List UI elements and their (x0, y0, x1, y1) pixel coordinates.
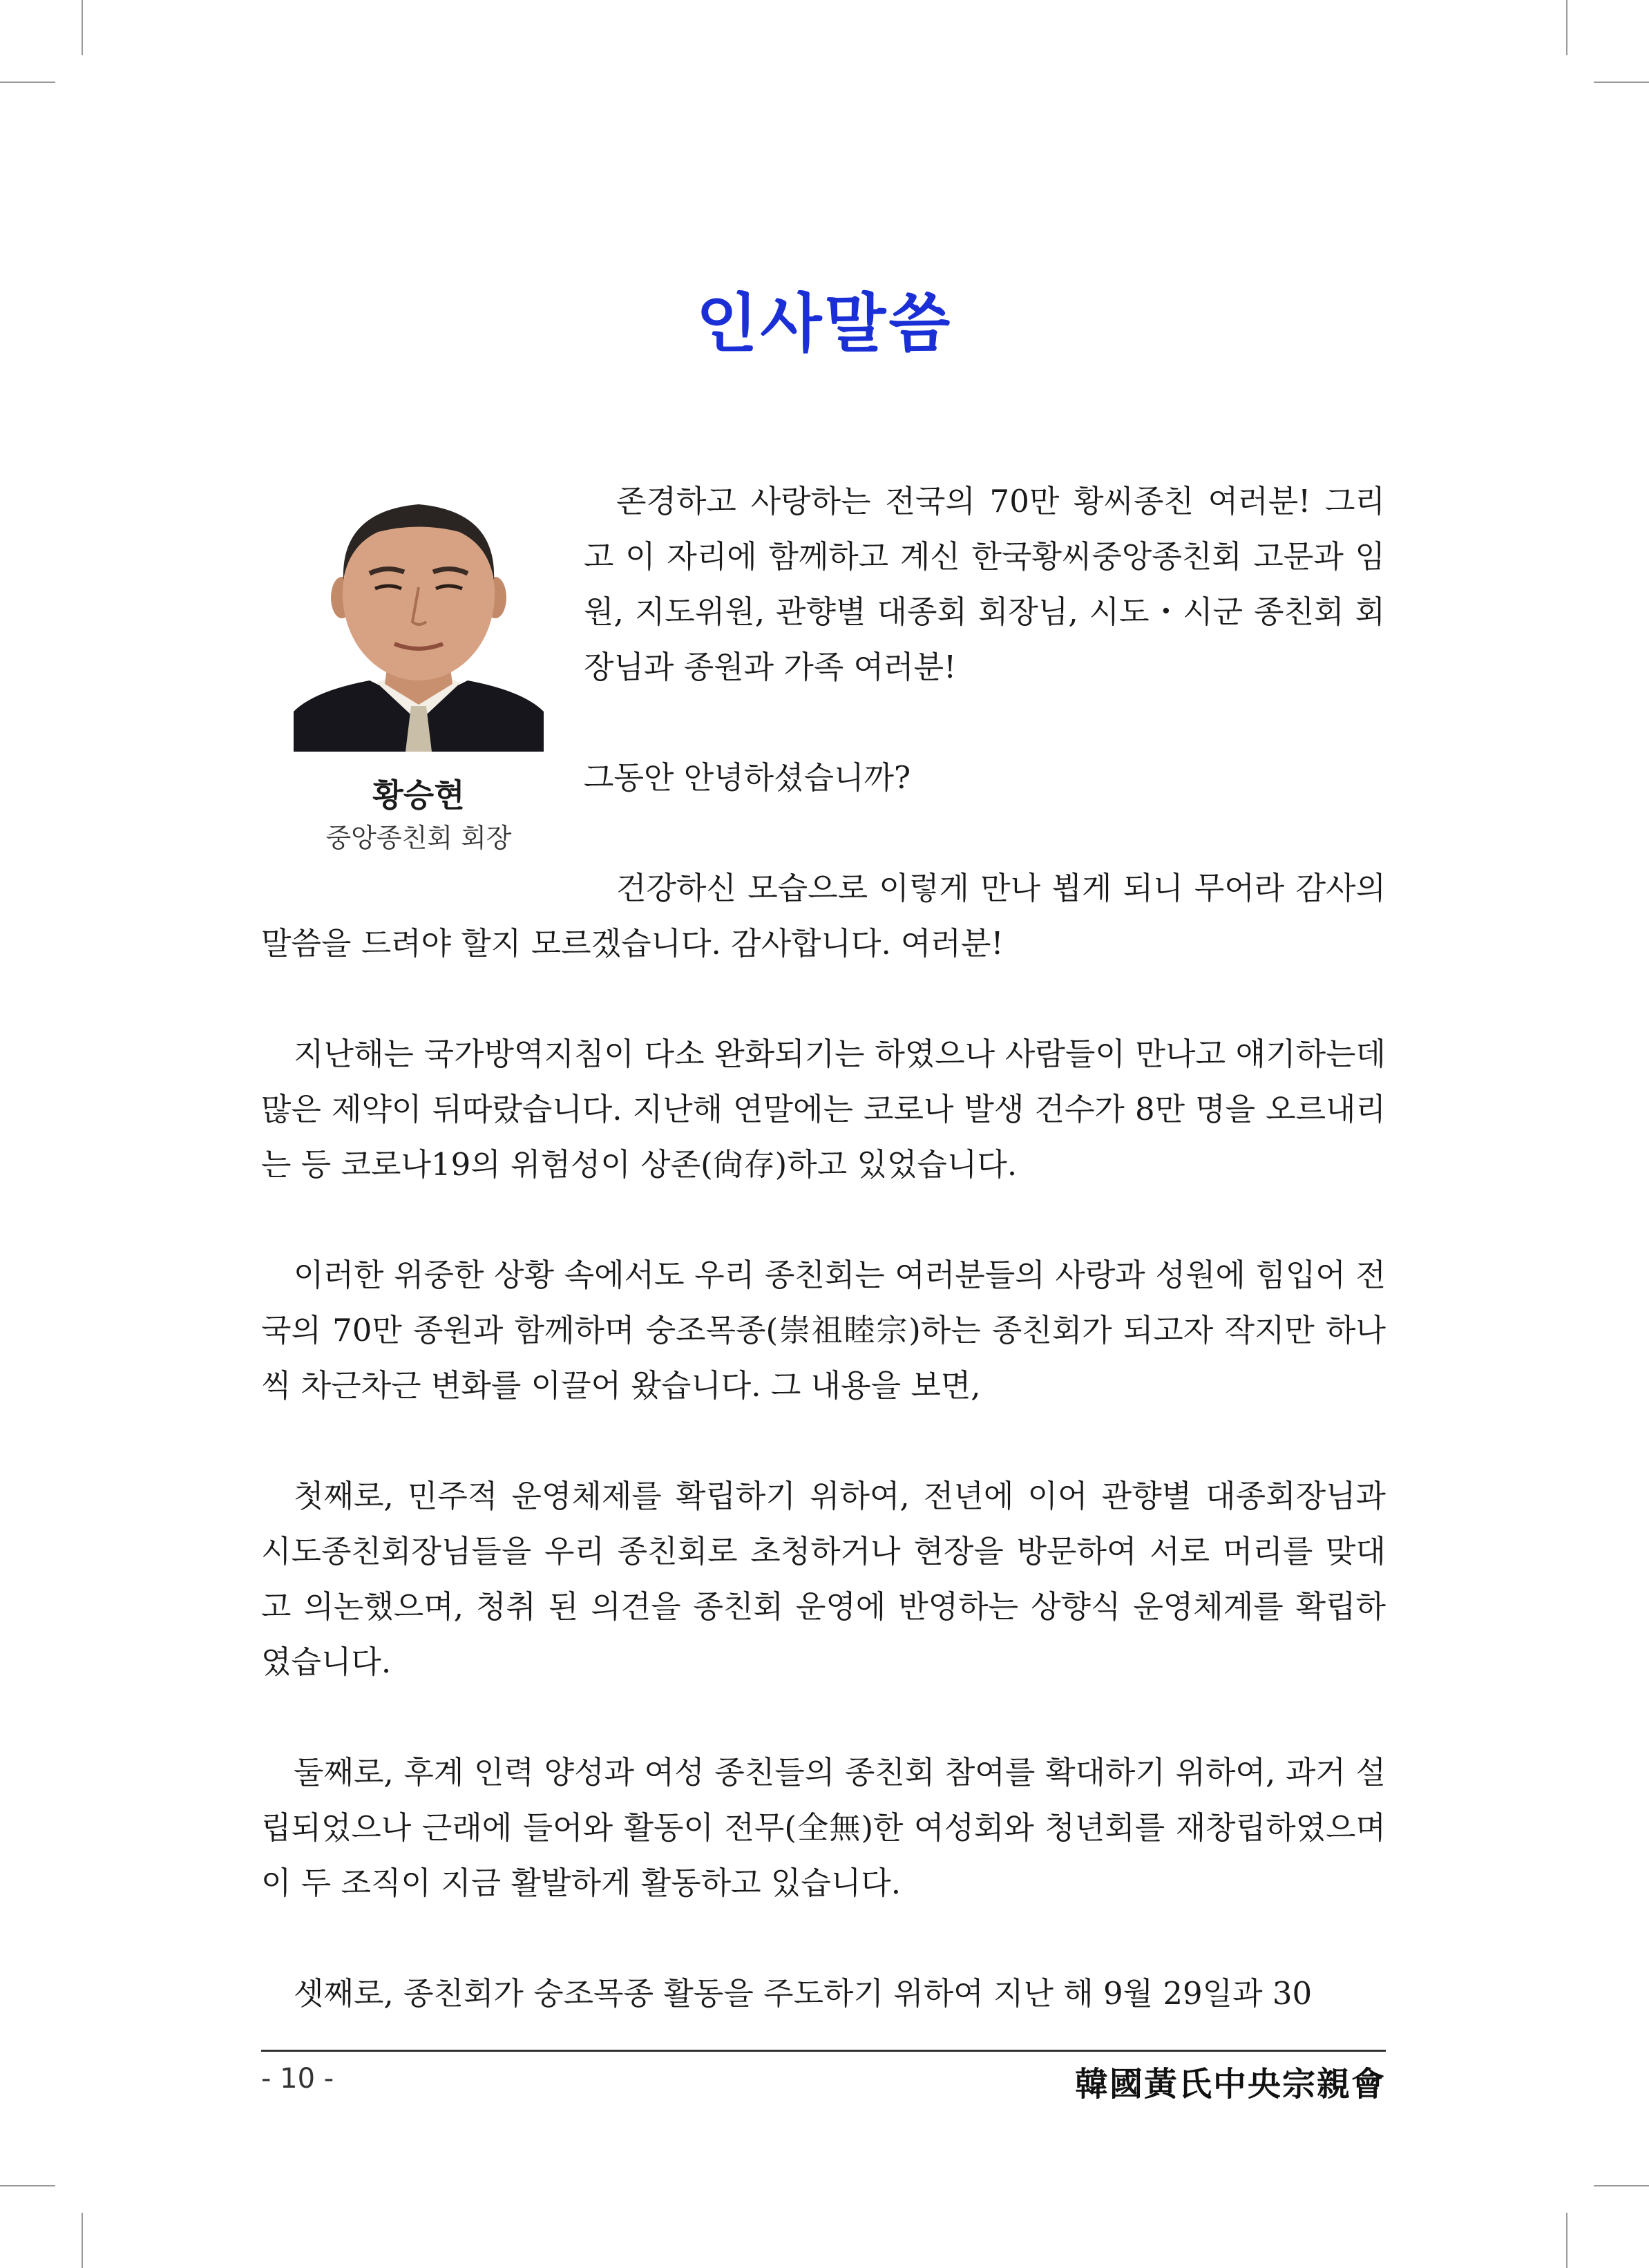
body-paragraph: 셋째로, 종친회가 숭조목종 활동을 주도하기 위하여 지난 해 9월 29일과 30 (294, 1975, 1313, 2012)
page-title: 인사말씀 (696, 287, 953, 361)
crop-mark (1566, 2213, 1567, 2268)
footer-rule (261, 2050, 1386, 2052)
footer-brand: 韓國黃氏中央宗親會 (1074, 2065, 1386, 2104)
crop-mark (0, 82, 55, 83)
crop-mark (82, 0, 83, 55)
body-paragraph: 첫째로, 민주적 운영체제를 확립하기 위하여, 전년에 이어 관향별 대종회장님과 시도종친회장님들을 우리 종친회로 초청하거나 현장을 방문하여 서로 머리를 맞대고 의논했으며, 청취 된 의견을 종친회 운영에 반영하는 상향식 운영체계를 확립하였습니다. (261, 1478, 1386, 1680)
crop-mark (1566, 0, 1567, 55)
page-number: - 10 - (261, 2063, 334, 2095)
crop-mark (82, 2213, 83, 2268)
author-photo (294, 484, 544, 752)
body-paragraph: 건강하신 모습으로 이렇게 만나 뵙게 되니 무어라 감사의 말씀을 드려야 할지 모르겠습니다. 감사합니다. 여러분! (261, 870, 1386, 962)
crop-mark (1594, 82, 1649, 83)
body-paragraph: 이러한 위중한 상황 속에서도 우리 종친회는 여러분들의 사랑과 성원에 힘입어 전국의 70만 종원과 함께하며 숭조목종(崇祖睦宗)하는 종친회가 되고자 작지만 하나씩 차근차근 변화를 이끌어 왔습니다. 그 내용을 보면, (261, 1257, 1386, 1404)
body-paragraph: 지난해는 국가방역지침이 다소 완화되기는 하였으나 사람들이 만나고 얘기하는데 많은 제약이 뒤따랐습니다. 지난해 연말에는 코로나 발생 건수가 8만 명을 오르내리는 등 코로나19의 위험성이 상존(尙存)하고 있었습니다. (261, 1036, 1386, 1183)
author-name: 황승현 (372, 776, 465, 814)
body-paragraph: 둘째로, 후계 인력 양성과 여성 종친들의 종친회 참여를 확대하기 위하여, 과거 설립되었으나 근래에 들어와 활동이 전무(全無)한 여성회와 청년회를 재창립하였으며 이 두 조직이 지금 활발하게 활동하고 있습니다. (261, 1754, 1386, 1901)
crop-mark (0, 2185, 55, 2186)
body-paragraph: 존경하고 사랑하는 전국의 70만 황씨종친 여러분! 그리고 이 자리에 함께하고 계신 한국황씨중앙종친회 고문과 임원, 지도위원, 관향별 대종회 회장님, 시도・시군 종친회 회장님과 종원과 가족 여러분! (584, 483, 1385, 685)
author-role: 중앙종친회 회장 (325, 823, 512, 853)
crop-mark (1594, 2185, 1649, 2186)
body-paragraph: 그동안 안녕하셨습니까? (584, 759, 911, 796)
